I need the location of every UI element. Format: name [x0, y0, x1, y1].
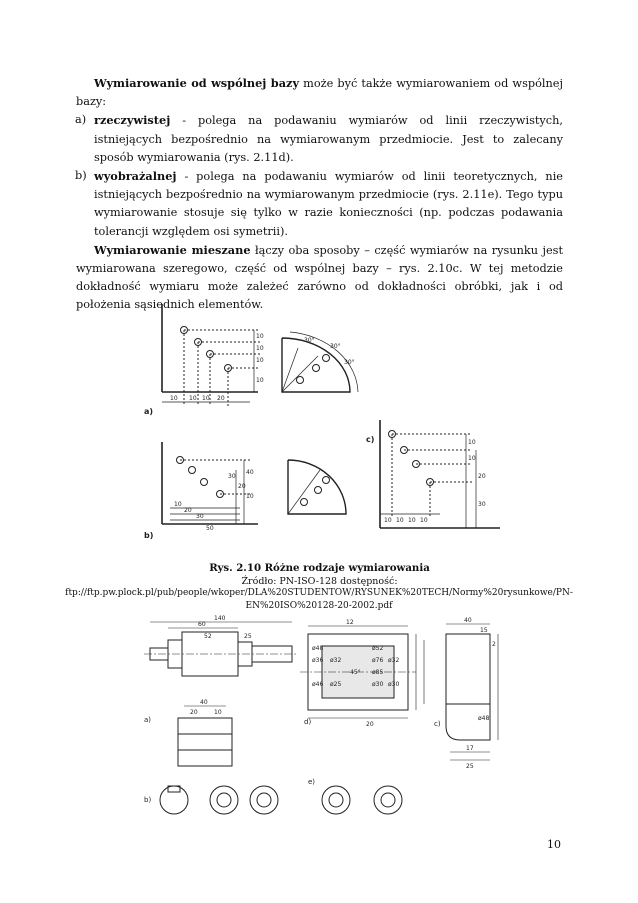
- right-dim-2: 15: [480, 627, 488, 634]
- c-dim-h-1: 10: [384, 517, 392, 524]
- c-dim-h-4: 10: [420, 517, 428, 524]
- bushing-section: [300, 626, 424, 718]
- term-common-base: Wymiarowanie od wspólnej bazy: [94, 76, 300, 90]
- term-mixed: Wymiarowanie mieszane: [94, 242, 251, 257]
- profile-view: [446, 624, 498, 760]
- shaft-dim-6: 20: [190, 709, 198, 716]
- a-dim-v-3: 10: [256, 357, 264, 364]
- shaft-dim-1: 140: [214, 615, 226, 622]
- right-dim-6: 25: [466, 763, 474, 770]
- section-dim-6: ø52: [372, 645, 384, 652]
- term-real: rzeczywistej: [94, 113, 171, 128]
- c-dim-v-2: 10: [468, 455, 476, 462]
- right-dim-4: ø48: [478, 715, 490, 722]
- section-dim-8: ø85: [372, 669, 384, 676]
- paragraph-common-base-text: może być także wymiarowaniem od wspólnej bazy:: [76, 77, 563, 109]
- fig2-label-b: b): [144, 796, 152, 804]
- list-item-a: [76, 111, 563, 167]
- right-dim-5: 17: [466, 745, 474, 752]
- figure-a-label: a): [144, 407, 154, 416]
- a-angle-1: 30°: [304, 337, 315, 344]
- section-dim-13: 20: [366, 721, 374, 728]
- caption-url: ftp://ftp.pw.plock.pl/pub/people/wkoper/DLA%20STUDENTOW/RYSUNEK%20TECH/Normy%20rysunkowe/PN-EN%20ISO%20128-20-2002.pdf: [65, 588, 573, 611]
- body-text: [76, 74, 563, 315]
- b-dim-h-3: 30: [196, 513, 204, 520]
- b-dim-v-4: 40: [246, 469, 254, 476]
- figure-a-plate: [162, 304, 260, 406]
- b-dim-v-2: 20: [238, 483, 246, 490]
- c-dim-h-2: 10: [396, 517, 404, 524]
- shaft-section-view: [178, 706, 232, 766]
- c-dim-v-1: 10: [468, 439, 476, 446]
- a-dim-v-1: 10: [256, 333, 264, 340]
- b-dim-h-4: 50: [206, 525, 214, 532]
- a-angle-3: 30°: [344, 359, 355, 366]
- caption-source: Źródło: PN-ISO-128 dostępność:: [241, 576, 398, 587]
- list-item-b: [76, 167, 563, 241]
- a-dim-v-4: 10: [256, 377, 264, 384]
- section-dim-3: ø46: [312, 681, 324, 688]
- page-number: 10: [547, 838, 561, 851]
- section-dim-1: ø48: [312, 645, 324, 652]
- figure-b-label: b): [144, 531, 154, 540]
- fig2-label-e: e): [308, 778, 316, 786]
- a-dim-v-2: 10: [256, 345, 264, 352]
- section-dim-9: ø30: [372, 681, 384, 688]
- b-dim-h-1: 10: [174, 501, 182, 508]
- section-dim-5: ø25: [330, 681, 342, 688]
- shaft-dim-7: 10: [214, 709, 222, 716]
- keyway-sections: [160, 786, 402, 814]
- section-dim-11: ø30: [388, 681, 400, 688]
- a-dim-h-1: 10: [170, 395, 178, 402]
- section-dim-2: ø36: [312, 657, 324, 664]
- section-dim-14: 45°: [350, 669, 361, 676]
- section-dim-12: 12: [346, 619, 354, 626]
- shaft-dim-3: 52: [204, 633, 212, 640]
- fig2-label-d: d): [304, 718, 312, 726]
- c-dim-v-4: 30: [478, 501, 486, 508]
- b-dim-v-1: 10: [246, 493, 254, 500]
- a-angle-2: 30°: [330, 343, 341, 350]
- c-dim-v-3: 20: [478, 473, 486, 480]
- figure-caption: [76, 561, 563, 588]
- b-dim-v-3: 30: [228, 473, 236, 480]
- list-marker-a: a): [75, 113, 87, 127]
- a-dim-h-4: 20: [217, 395, 225, 402]
- list-item-b-text: - polega na podawaniu wymiarów od linii teoretycznych, nie istniejących bezpośrednio na wymiarowanym przedmiocie (rys. 2.11e). Tego typu wymiarowanie stosuje się tylko w razie konieczności (np. podczas podawania tolerancji względem osi symetrii).: [94, 170, 563, 238]
- section-dim-10: ø32: [388, 657, 400, 664]
- list-item-a-text: - polega na podawaniu wymiarów od linii rzeczywistych, istniejących bezpośrednio na wymiarowanym przedmiocie. Jest to zalecany sposób wymiarowania (rys. 2.11d).: [94, 114, 563, 164]
- a-dim-h-2: 10: [189, 395, 197, 402]
- shaft-dim-2: 60: [198, 621, 206, 628]
- right-dim-1: 40: [464, 617, 472, 624]
- b-dim-h-2: 20: [184, 507, 192, 514]
- figure-b-sector: [288, 460, 346, 514]
- a-dim-h-3: 10: [202, 395, 210, 402]
- c-dim-h-3: 10: [408, 517, 416, 524]
- section-dim-7: ø76: [372, 657, 384, 664]
- term-imaginary: wyobrażalnej: [94, 169, 177, 184]
- caption-title: Rys. 2.10 Różne rodzaje wymiarowania: [209, 562, 430, 574]
- shaft-view: [144, 622, 298, 676]
- shaft-dim-4: 25: [244, 633, 252, 640]
- figure-shaft-sections: [140, 614, 505, 820]
- paragraph-common-base: [76, 74, 563, 111]
- figure-dimensioning-types: [140, 302, 505, 550]
- list-marker-b: b): [75, 169, 87, 183]
- right-dim-3: 2: [492, 641, 496, 648]
- figure-c-label: c): [366, 435, 375, 444]
- paragraph-mixed-text: łączy oba sposoby – część wymiarów na rysunku jest wymiarowana szeregowo, część od wspólnej bazy – rys. 2.10c. W tej metodzie dokładność wymiaru może zależeć zarówno od dokładności obróbki, jak i od położenia sąsiednich elementów.: [76, 243, 564, 312]
- section-dim-4: ø32: [330, 657, 342, 664]
- shaft-dim-5: 40: [200, 699, 208, 706]
- fig2-label-a: a): [144, 716, 152, 724]
- fig2-label-c: c): [434, 720, 441, 728]
